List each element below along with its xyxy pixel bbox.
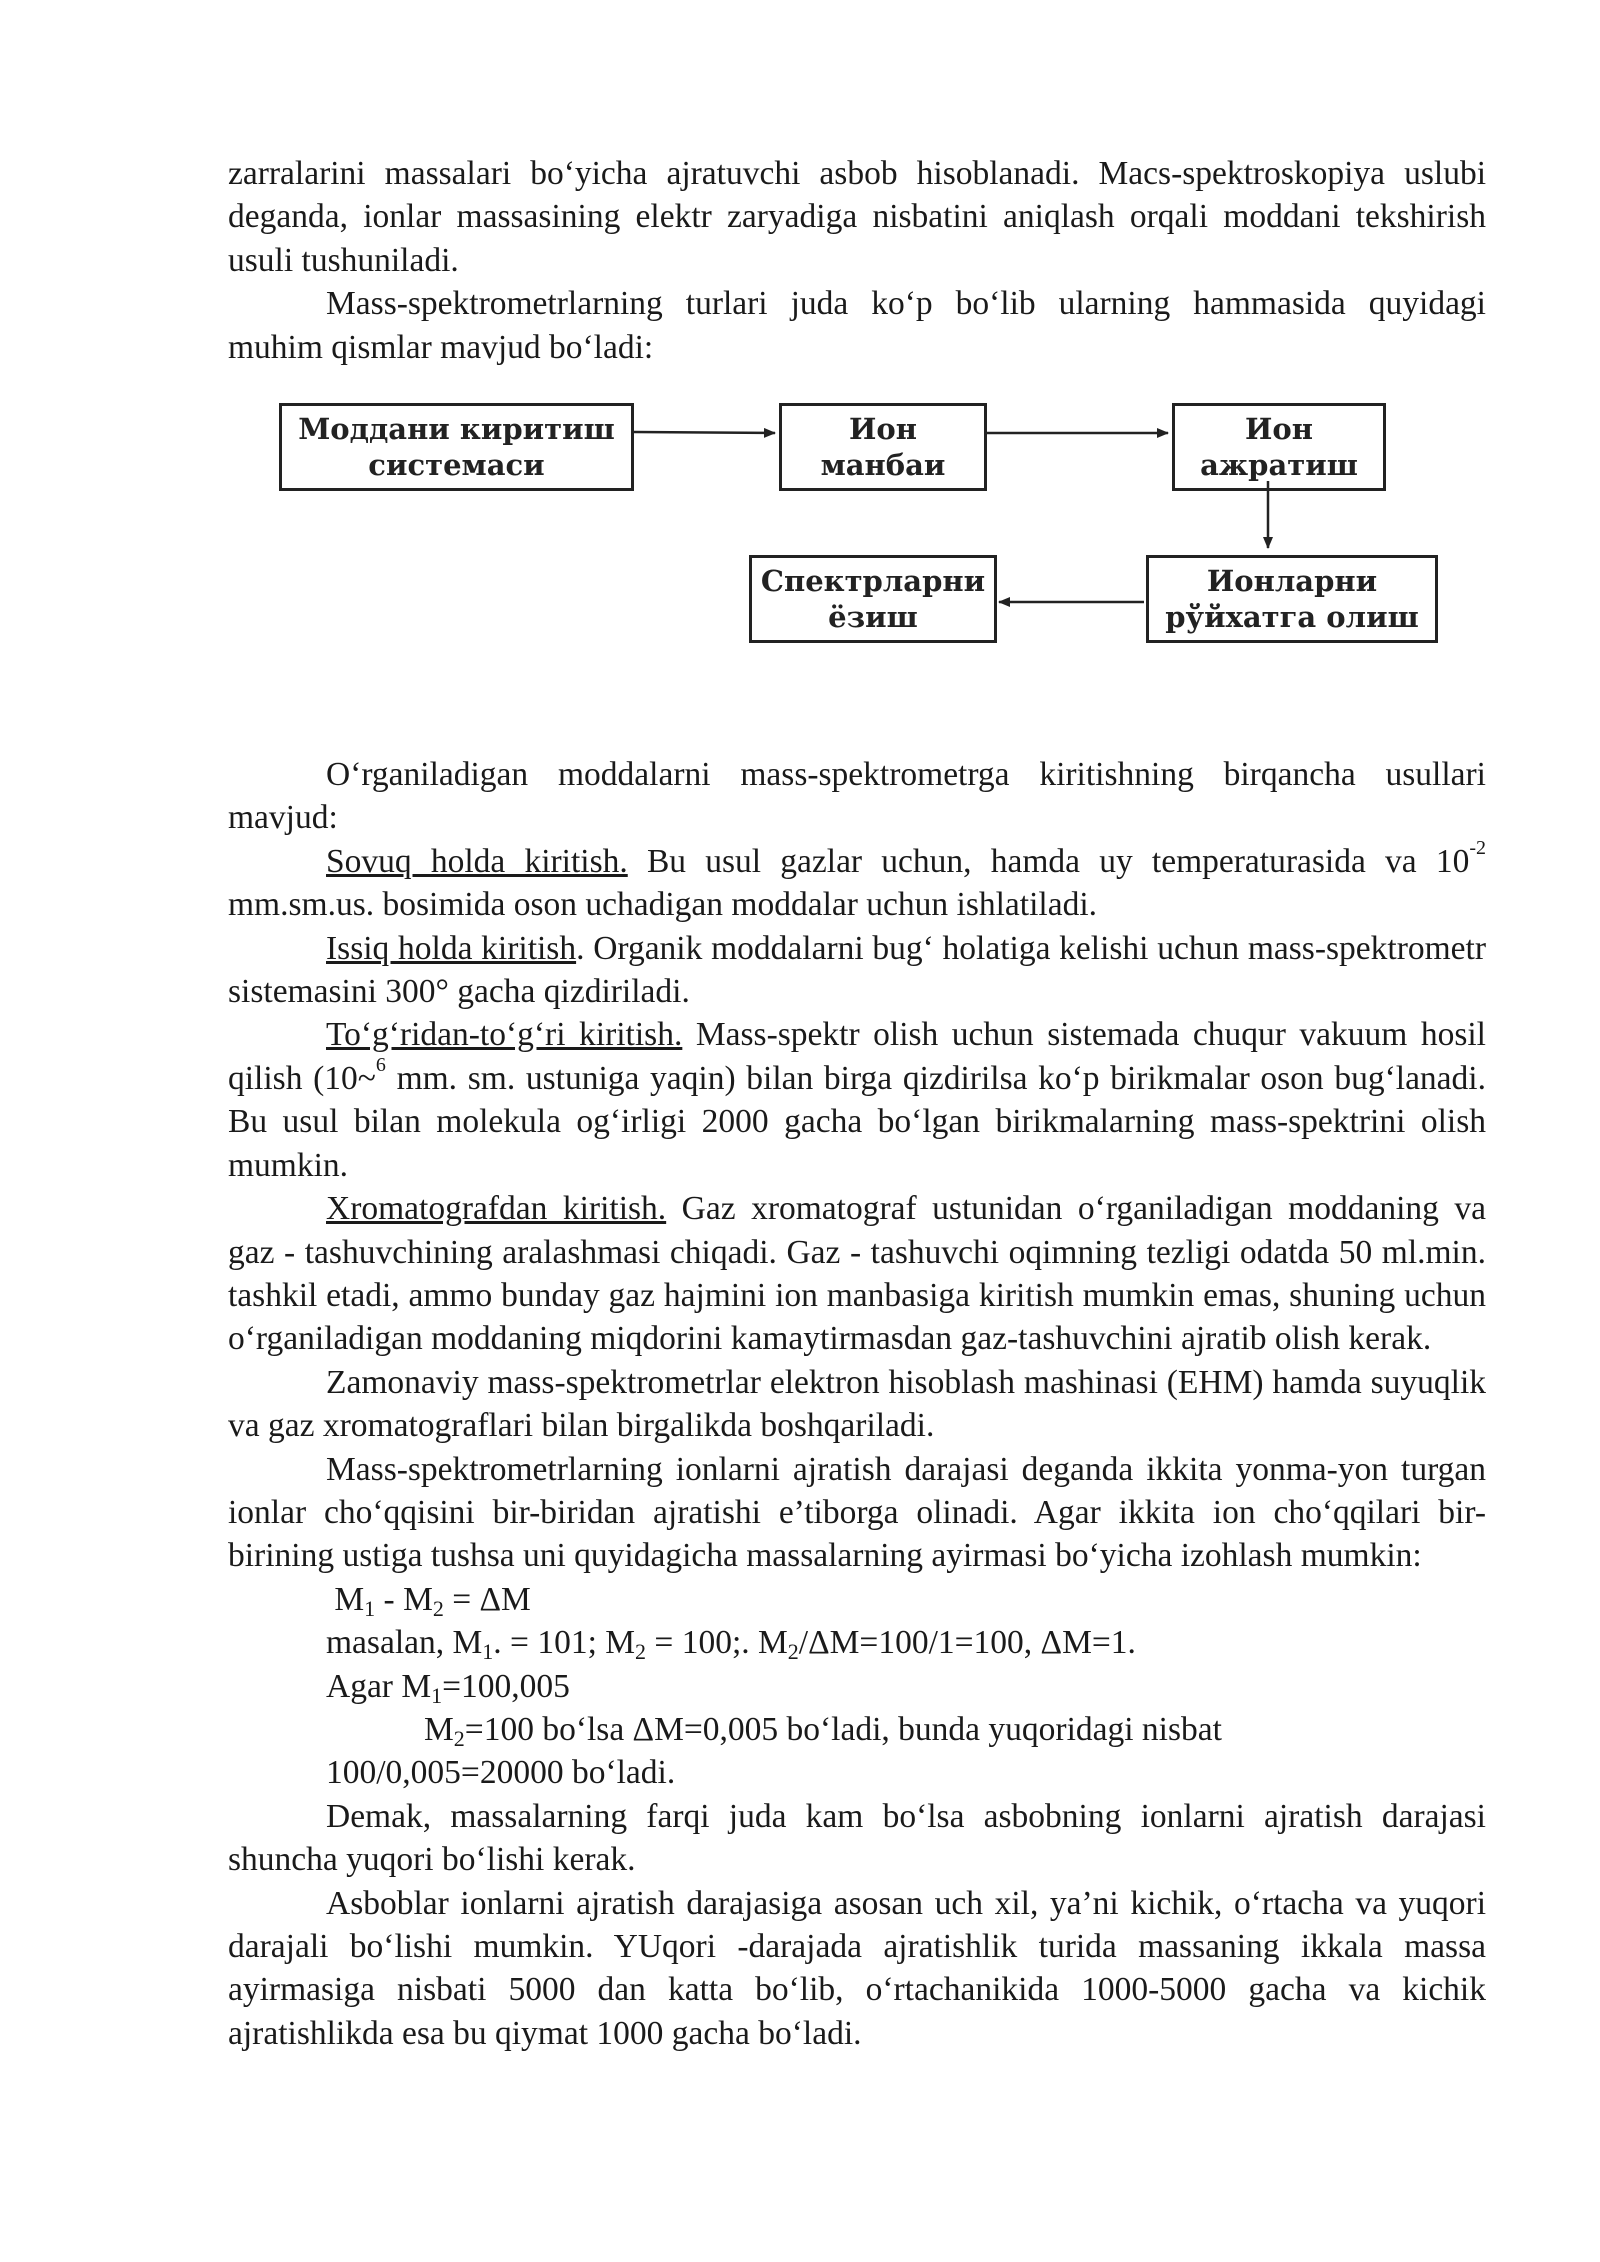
paragraph-hot-inlet: Issiq holda kiritish. Organik moddalarni bug‘ holatiga kelishi uchun mass-spektrometr sistemasini 300° gacha qizdiriladi. <box>228 929 1486 1011</box>
ion-source-box: Ион манбаи <box>779 403 987 491</box>
chromatograph-inlet-title: Xromatografdan kiritish. <box>326 1190 667 1228</box>
paragraph-methods: O‘rganiladigan moddalarni mass-spektrometrga kiritishning birqancha usullari mavjud: <box>228 756 1486 837</box>
formula-delta-m: $M_1 - M_2 = \Delta M$ <box>334 1580 531 1621</box>
paragraph-types: Mass-spektrometrlarning turlari juda ko‘p bo‘lib ularning hammasida quyidagi muhim qismlar mavjud bo‘ladi: <box>228 285 1486 366</box>
direct-inlet-title: To‘g‘ridan-to‘g‘ri kiritish. <box>326 1016 683 1054</box>
paragraph-resolution: Mass-spektrometrlarning ionlarni ajratish darajasi deganda ikkita yonma-yon turgan ionlar cho‘qqisini bir-biridan ajratishi e’tiborga olinadi. Agar ikkita ion cho‘qqilari bir-birining ustiga tushsa uni quyidagicha massalarning ayirmasi bo‘yicha izohlash mumkin: <box>228 1450 1486 1575</box>
paragraph-demak: Demak, massalarning farqi juda kam bo‘lsa asbobning ionlarni ajratish darajasi shuncha yuqori bo‘lishi kerak. <box>228 1797 1486 1879</box>
cold-inlet-title: Sovuq holda kiritish. <box>326 842 628 880</box>
spectrum-recording-box: Спектрларни ёзиш <box>749 555 997 643</box>
mass-spectrometer-flow-diagram <box>228 369 1486 753</box>
document-page <box>228 152 1486 2055</box>
paragraph-intro: zarralarini massalari bo‘yicha ajratuvchi asbob hisoblanadi. Macs-spektroskopiya uslubi deganda, ionlar massasining elektr zaryadiga nisbatini aniqlash orqali moddani tekshirish usuli tushuniladi. <box>228 155 1486 279</box>
formula-ratio: 100/0,005=20000 bo‘ladi. <box>326 1754 676 1792</box>
ion-detection-box: Ионларни рўйхатга олиш <box>1146 555 1438 643</box>
formula-m2: $M_2=100$ bo‘lsa ΔM=0,005 bo‘ladi, bunda yuqoridagi nisbat <box>424 1710 1222 1751</box>
paragraph-chromatograph-inlet: Xromatografdan kiritish. Gaz xromatograf ustunidan o‘rganiladigan moddaning va gaz - tashuvchining aralashmasi chiqadi. Gaz - tashuvchi oqimning tezligi odatda 50 ml.min. tashkil etadi, ammo bunday gaz hajmini ion manbasiga kiritish mumkin emas, shuning uchun o‘rganiladigan moddaning miqdorini kamaytirmasdan gaz-tashuvchini ajratib olish kerak. <box>228 1190 1486 1358</box>
arrow-inlet-to-source <box>631 432 775 433</box>
ion-separation-box: Ион ажратиш <box>1172 403 1386 491</box>
paragraph-devices: Asboblar ionlarni ajratish darajasiga asosan uch xil, ya’ni kichik, o‘rtacha va yuqori darajali bo‘lishi mumkin. YUqori -darajada ajratishlik turida massaning ikkala massa ayirmasiga nisbati 5000 dan katta bo‘lib, o‘rtachanikida 1000-5000 gacha va kichik ajratishlikda esa bu qiymat 1000 gacha bo‘ladi. <box>228 1884 1486 2052</box>
formula-agar: Agar $M_1=100,005$ <box>326 1667 570 1708</box>
sample-inlet-box: Моддани киритиш системаси <box>279 403 634 491</box>
paragraph-cold-inlet: Sovuq holda kiritish. Bu usul gazlar uchun, hamda uy temperaturasida va $10^{-2}$ mm.sm.us. bosimida oson uchadigan moddalar uchun ishlatiladi. <box>228 836 1486 924</box>
hot-inlet-title: Issiq holda kiritish <box>326 929 577 967</box>
paragraph-direct-inlet: To‘g‘ridan-to‘g‘ri kiritish. Mass-spektr olish uchun sistemada chuqur vakuum hosil qilish (10~$^6$ mm. sm. ustuniga yaqin) bilan birga qizdirilsa ko‘p birikmalar oson bug‘lanadi. Bu usul bilan molekula og‘irligi 2000 gacha bo‘lgan birikmalarning mass-spektrini olish mumkin. <box>228 1016 1486 1184</box>
formula-example: masalan, $M_1$. = 101; $M_2 = 100$;. $M_2/\Delta M=100/1=100$, ΔM=1. <box>326 1624 1136 1665</box>
paragraph-modern: Zamonaviy mass-spektrometrlar elektron hisoblash mashinasi (EHM) hamda suyuqlik va gaz xromatograflari bilan birgalikda boshqariladi. <box>228 1363 1486 1445</box>
